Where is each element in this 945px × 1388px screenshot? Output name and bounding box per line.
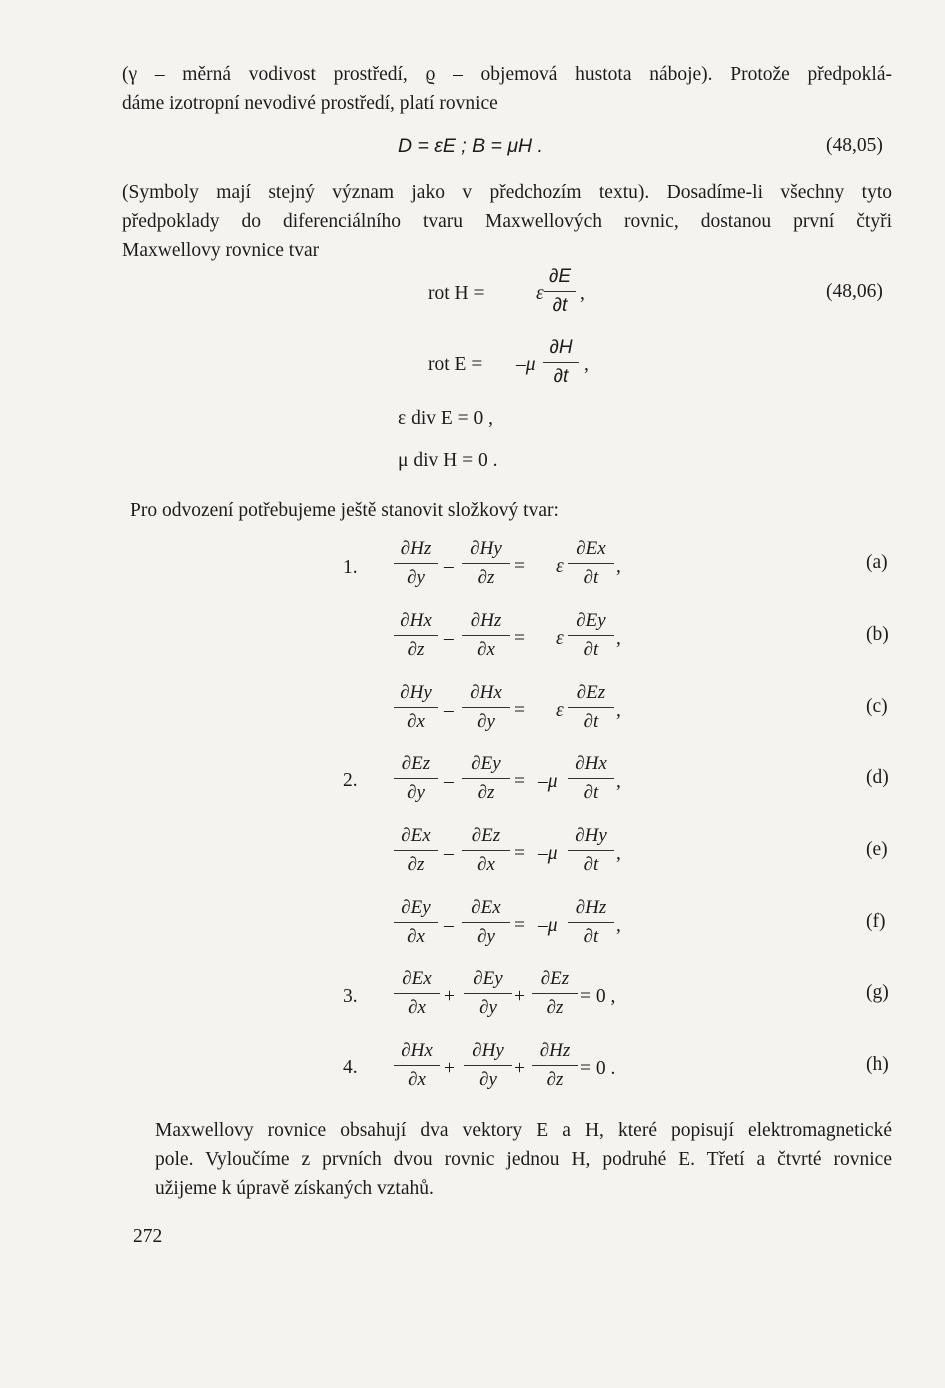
equation-label: (f) xyxy=(866,911,886,932)
fraction xyxy=(532,1040,578,1091)
numerator: ∂Hy xyxy=(464,1040,512,1066)
numerator: ∂Ex xyxy=(462,897,510,923)
equation-label: (g) xyxy=(866,982,889,1003)
fraction xyxy=(462,753,510,804)
numerator: ∂Hx xyxy=(568,753,614,779)
coefficient: ε xyxy=(556,556,564,577)
numerator: ∂H xyxy=(543,337,579,363)
fraction xyxy=(394,1040,440,1091)
fraction xyxy=(568,897,614,948)
denominator: ∂z xyxy=(407,639,425,660)
denominator: ∂z xyxy=(477,567,495,588)
numerator: ∂Ey xyxy=(394,897,438,923)
rot-e-lhs: rot E = xyxy=(428,354,483,375)
fraction xyxy=(394,538,438,589)
plus-operator: + xyxy=(514,986,525,1007)
equals-operator: = xyxy=(514,915,525,936)
fraction xyxy=(568,538,614,589)
denominator: ∂y xyxy=(407,782,425,803)
numerator: ∂Hy xyxy=(394,682,438,708)
fraction xyxy=(464,1040,512,1091)
equation-label: (d) xyxy=(866,767,889,788)
numerator: ∂Ey xyxy=(568,610,614,636)
denominator: ∂y xyxy=(477,926,495,947)
fraction xyxy=(462,538,510,589)
text-line: Maxwellovy rovnice tvar xyxy=(122,240,320,261)
fraction xyxy=(394,682,438,733)
numerator: ∂Ex xyxy=(394,968,440,994)
denominator: ∂t xyxy=(583,567,599,588)
equation-label: (c) xyxy=(866,696,888,717)
denominator: ∂x xyxy=(408,997,426,1018)
numerator: ∂Ez xyxy=(394,753,438,779)
component-form-intro xyxy=(130,496,900,525)
punctuation: , xyxy=(616,556,621,577)
denominator: ∂t xyxy=(552,295,568,316)
div-e-equation: ε div E = 0 , xyxy=(398,408,494,429)
numerator: ∂Hz xyxy=(394,538,438,564)
denominator: ∂t xyxy=(583,782,599,803)
numerator: ∂Hx xyxy=(462,682,510,708)
coefficient: –μ xyxy=(538,771,558,792)
fraction xyxy=(543,337,579,388)
minus-operator: – xyxy=(444,915,454,936)
group-number: 3. xyxy=(343,986,358,1007)
denominator: ∂t xyxy=(583,854,599,875)
numerator: ∂Hz xyxy=(568,897,614,923)
fraction xyxy=(462,897,510,948)
punctuation: , xyxy=(584,354,589,375)
equals-operator: = xyxy=(514,700,525,721)
punctuation: , xyxy=(616,700,621,721)
minus-operator: – xyxy=(444,771,454,792)
fraction xyxy=(462,610,510,661)
numerator: ∂Hz xyxy=(462,610,510,636)
numerator: ∂Ey xyxy=(464,968,512,994)
coefficient: ε xyxy=(556,700,564,721)
numerator: ∂Ex xyxy=(568,538,614,564)
symbols-paragraph xyxy=(122,178,892,265)
fraction xyxy=(462,825,510,876)
coefficient: –μ xyxy=(516,354,536,375)
coefficient: –μ xyxy=(538,843,558,864)
equation-label: (e) xyxy=(866,839,888,860)
numerator: ∂Ez xyxy=(532,968,578,994)
fraction xyxy=(394,968,440,1019)
numerator: ∂Ex xyxy=(394,825,438,851)
text-line: Pro odvození potřebujeme ještě stanovit složkový tvar: xyxy=(130,500,559,521)
fraction xyxy=(568,610,614,661)
numerator: ∂Ez xyxy=(568,682,614,708)
denominator: ∂y xyxy=(477,711,495,732)
page-number: 272 xyxy=(133,1226,163,1247)
numerator: ∂Ey xyxy=(462,753,510,779)
punctuation: , xyxy=(616,771,621,792)
fraction xyxy=(462,682,510,733)
fraction xyxy=(568,682,614,733)
group-number: 2. xyxy=(343,770,358,791)
denominator: ∂t xyxy=(583,711,599,732)
fraction xyxy=(394,825,438,876)
fraction xyxy=(464,968,512,1019)
group-number: 1. xyxy=(343,557,358,578)
numerator: ∂Ez xyxy=(462,825,510,851)
equation-number: (48,05) xyxy=(826,135,883,156)
fraction xyxy=(394,897,438,948)
denominator: ∂y xyxy=(407,567,425,588)
fraction xyxy=(532,968,578,1019)
fraction xyxy=(568,753,614,804)
equals-operator: = xyxy=(514,628,525,649)
equation-label: (a) xyxy=(866,552,888,573)
equation-48-05: D = εE ; B = μH . xyxy=(398,135,543,157)
plus-operator: + xyxy=(444,1058,455,1079)
text-line: Maxwellovy rovnice obsahují dva vektory E a H, které popisují elektromagnetické xyxy=(155,1120,892,1141)
coefficient: ε xyxy=(536,283,544,304)
punctuation: , xyxy=(616,915,621,936)
denominator: ∂z xyxy=(477,782,495,803)
denominator: ∂t xyxy=(553,366,569,387)
numerator: ∂Hx xyxy=(394,1040,440,1066)
numerator: ∂Hx xyxy=(394,610,438,636)
text-line: dáme izotropní nevodivé prostředí, platí rovnice xyxy=(122,93,498,114)
denominator: ∂t xyxy=(583,926,599,947)
minus-operator: – xyxy=(444,843,454,864)
text-line: užijeme k úpravě získaných vztahů. xyxy=(155,1178,434,1199)
text-line: pole. Vyloučíme z prvních dvou rovnic jednou H, podruhé E. Třetí a čtvrté rovnice xyxy=(155,1149,892,1170)
numerator: ∂E xyxy=(544,266,576,292)
punctuation: , xyxy=(616,843,621,864)
plus-operator: + xyxy=(444,986,455,1007)
rot-h-lhs: rot H = xyxy=(428,283,485,304)
closing-paragraph xyxy=(155,1116,892,1203)
denominator: ∂x xyxy=(408,1069,426,1090)
denominator: ∂x xyxy=(477,639,495,660)
coefficient: ε xyxy=(556,628,564,649)
equation-tail: = 0 , xyxy=(580,986,616,1007)
minus-operator: – xyxy=(444,628,454,649)
fraction xyxy=(568,825,614,876)
equation-label: (b) xyxy=(866,624,889,645)
denominator: ∂x xyxy=(477,854,495,875)
fraction xyxy=(394,753,438,804)
denominator: ∂z xyxy=(546,1069,564,1090)
intro-paragraph xyxy=(122,60,892,118)
punctuation: , xyxy=(580,283,585,304)
text-line: předpoklady do diferenciálního tvaru Maxwellových rovnic, dostanou první čtyři xyxy=(122,211,892,232)
numerator: ∂Hy xyxy=(568,825,614,851)
minus-operator: – xyxy=(444,700,454,721)
equation-tail: = 0 . xyxy=(580,1058,616,1079)
denominator: ∂x xyxy=(407,711,425,732)
plus-operator: + xyxy=(514,1058,525,1079)
coefficient: –μ xyxy=(538,915,558,936)
div-h-equation: μ div H = 0 . xyxy=(398,450,498,471)
fraction xyxy=(544,266,576,317)
equation-label: (h) xyxy=(866,1054,889,1075)
equals-operator: = xyxy=(514,843,525,864)
equation-number: (48,06) xyxy=(826,281,883,302)
denominator: ∂y xyxy=(479,1069,497,1090)
denominator: ∂z xyxy=(407,854,425,875)
group-number: 4. xyxy=(343,1057,358,1078)
fraction xyxy=(394,610,438,661)
equals-operator: = xyxy=(514,556,525,577)
equals-operator: = xyxy=(514,771,525,792)
numerator: ∂Hy xyxy=(462,538,510,564)
minus-operator: – xyxy=(444,556,454,577)
denominator: ∂t xyxy=(583,639,599,660)
denominator: ∂y xyxy=(479,997,497,1018)
punctuation: , xyxy=(616,628,621,649)
denominator: ∂z xyxy=(546,997,564,1018)
denominator: ∂x xyxy=(407,926,425,947)
numerator: ∂Hz xyxy=(532,1040,578,1066)
text-line: (γ – měrná vodivost prostředí, ϱ – objemová hustota náboje). Protože předpoklá- xyxy=(122,64,892,85)
text-line: (Symboly mají stejný význam jako v předchozím textu). Dosadíme-li všechny tyto xyxy=(122,182,892,203)
